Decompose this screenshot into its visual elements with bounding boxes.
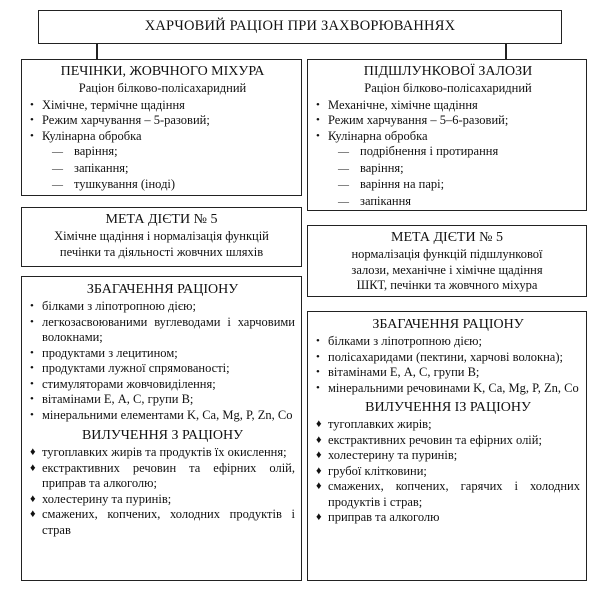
diamond-marker: ♦: [30, 446, 36, 458]
list-item: • білками з ліпотропною дією;: [316, 334, 482, 348]
goal-left-text-line: Хімічне щадіння і нормалізація функцій: [54, 229, 269, 243]
list-item: ♦ смажених, копчених, гарячих і холодних продуктів і страв;: [316, 479, 580, 509]
list-item: • Режим харчування – 5-разовий;: [30, 113, 210, 127]
dash-marker: —: [338, 195, 349, 208]
liver-subtitle: Раціон білково-полісахаридний: [78, 81, 247, 95]
bullet-marker: •: [30, 346, 34, 359]
list-item: ♦ смажених, копчених, холодних продуктів і страв: [30, 507, 295, 537]
list-item: • Механічне, хімічне щадіння: [316, 97, 478, 112]
bullet-marker: •: [30, 362, 34, 374]
bullet-marker: •: [30, 114, 34, 126]
diamond-marker: ♦: [316, 449, 322, 461]
dash-marker: —: [52, 146, 63, 158]
goal-right-text-line: залози, механічне і хімічне щадіння: [351, 262, 543, 277]
list-item: — подрібнення і протирання: [316, 144, 580, 161]
list-item: • мінеральними речовинами K, Ca, Mg, P, Zn, Co: [316, 380, 579, 395]
goal-left-text-line: печінки та діяльності жовчних шляхів: [59, 244, 264, 259]
bullet-marker: •: [30, 393, 34, 405]
list-item: — запікання;: [30, 161, 295, 178]
list-item: • продуктами з лецитином;: [30, 345, 178, 360]
list-item: ♦ приправ та алкоголю: [316, 510, 440, 524]
left-exclude-title: ВИЛУЧЕННЯ З РАЦІОНУ: [81, 428, 244, 443]
list-item: • Кулінарна обробка: [316, 128, 428, 143]
list-item: • легкозасвоюваними вуглеводами і харчовими волокнами;: [30, 314, 295, 344]
bullet-marker: •: [316, 381, 320, 394]
pancreas-subtitle: Раціон білково-полісахаридний: [364, 81, 532, 95]
dash-marker: —: [338, 179, 349, 191]
right-enrich-title: ЗБАГАЧЕННЯ РАЦІОНУ: [372, 317, 524, 332]
list-item: • білками з ліпотропною дією;: [30, 299, 196, 313]
goal-right-text-line: нормалізація функцій підшлункової: [351, 247, 543, 261]
list-item: — варіння;: [316, 161, 580, 178]
dash-marker: —: [52, 162, 63, 175]
bullet-marker: •: [30, 315, 34, 328]
bullet-marker: •: [316, 114, 320, 126]
pancreas-title: ПІДШЛУНКОВОЇ ЗАЛОЗИ: [363, 64, 533, 79]
diamond-marker: ♦: [30, 508, 36, 520]
bullet-marker: •: [316, 129, 320, 142]
connector-right: [505, 44, 507, 60]
list-item: ♦ тугоплавких жирів та продуктів їх окислення;: [30, 445, 287, 459]
bullet-marker: •: [316, 366, 320, 378]
left-diet-box: [21, 276, 302, 581]
bullet-marker: •: [30, 98, 34, 111]
list-item: • стимуляторами жовчовиділення;: [30, 376, 216, 391]
list-item: • Хімічне, термічне щадіння: [30, 97, 185, 112]
diamond-marker: ♦: [30, 461, 36, 474]
list-item: ♦ екстрактивних речовин та ефірних олій, приправ та алкоголю;: [30, 460, 295, 490]
pancreas-box: [307, 59, 587, 211]
left-enrich-title: ЗБАГАЧЕННЯ РАЦІОНУ: [86, 282, 239, 297]
bullet-marker: •: [316, 335, 320, 347]
list-item: • Кулінарна обробка: [30, 128, 142, 143]
diamond-marker: ♦: [30, 492, 36, 505]
liver-title: ПЕЧІНКИ, ЖОВЧНОГО МІХУРА: [60, 64, 265, 79]
dash-marker: —: [52, 179, 63, 191]
diamond-marker: ♦: [316, 418, 322, 430]
list-item: — запікання: [316, 194, 580, 211]
list-item: ♦ грубої клітковини;: [316, 463, 427, 478]
goal-right-text-line: ШКТ, печінки та жовчного міхура: [356, 278, 538, 292]
bullet-marker: •: [316, 350, 320, 363]
bullet-marker: •: [316, 98, 320, 111]
diamond-marker: ♦: [316, 464, 322, 477]
diamond-marker: ♦: [316, 433, 322, 446]
list-item: — варіння;: [30, 144, 295, 161]
liver-box: [21, 59, 302, 196]
bullet-marker: •: [30, 129, 34, 142]
diagram-title-box: [38, 10, 562, 44]
list-item: • мінеральними елементами K, Ca, Mg, P, Zn, Co: [30, 407, 293, 422]
right-diet-box: [307, 311, 587, 581]
list-item: • Режим харчування – 5–6-разовий;: [316, 113, 509, 127]
diamond-marker: ♦: [316, 480, 322, 492]
list-item: • вітамінами Е, А, С, групи В;: [316, 365, 480, 379]
list-item: — тушкування (іноді): [30, 177, 295, 194]
list-item: • вітамінами Е, А, С, групи В;: [30, 392, 194, 406]
bullet-marker: •: [30, 408, 34, 421]
list-item: • полісахаридами (пектини, харчові волокна);: [316, 349, 563, 364]
list-item: • продуктами лужної спрямованості;: [30, 361, 230, 375]
list-item: ♦ холестерину та пуринів;: [30, 491, 172, 506]
connector-left: [96, 44, 98, 60]
goal-right-box: [307, 225, 587, 297]
bullet-marker: •: [30, 300, 34, 312]
dash-marker: —: [338, 146, 349, 158]
diagram-title: ХАРЧОВИЙ РАЦІОН ПРИ ЗАХВОРЮВАННЯХ: [144, 18, 456, 34]
list-item: ♦ тугоплавких жирів;: [316, 417, 432, 431]
right-exclude-title: ВИЛУЧЕННЯ ІЗ РАЦІОНУ: [365, 400, 531, 415]
bullet-marker: •: [30, 377, 34, 390]
list-item: ♦ холестерину та пуринів;: [316, 448, 458, 462]
list-item: — варіння на парі;: [316, 177, 580, 194]
goal-left-box: [21, 207, 302, 267]
dash-marker: —: [338, 162, 349, 175]
goal-right-title: МЕТА ДІЄТИ № 5: [391, 230, 503, 245]
list-item: ♦ екстрактивних речовин та ефірних олій;: [316, 432, 542, 447]
diamond-marker: ♦: [316, 511, 322, 523]
goal-left-title: МЕТА ДІЄТИ № 5: [105, 212, 218, 227]
